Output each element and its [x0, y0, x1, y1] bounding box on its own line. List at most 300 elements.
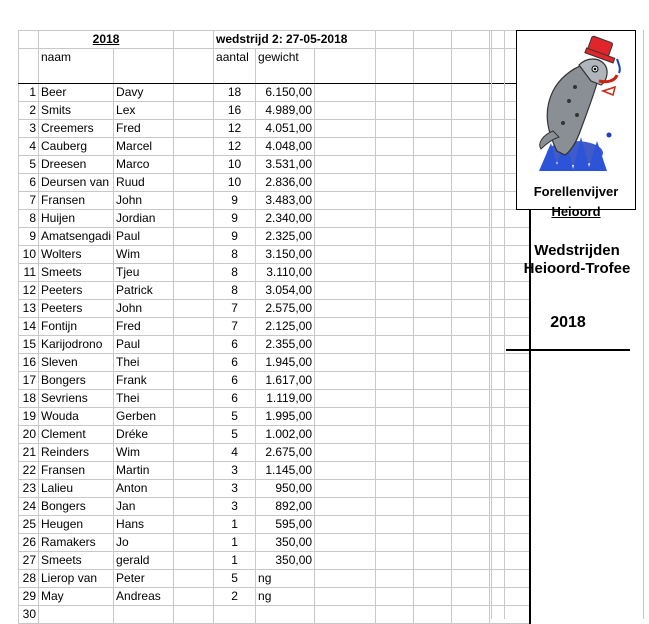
empty-cell[interactable]	[315, 480, 376, 498]
aantal-cell[interactable]: 8	[214, 264, 256, 282]
gewicht-cell[interactable]: 3.054,00	[256, 282, 315, 300]
aantal-cell[interactable]: 9	[214, 192, 256, 210]
aantal-cell[interactable]	[214, 606, 256, 624]
empty-cell[interactable]	[414, 246, 452, 264]
empty-cell[interactable]	[376, 156, 414, 174]
empty-cell[interactable]	[174, 156, 214, 174]
empty-cell[interactable]	[414, 372, 452, 390]
empty-cell[interactable]	[376, 570, 414, 588]
last-name-cell[interactable]: Wolters	[39, 246, 114, 264]
empty-cell[interactable]	[414, 588, 452, 606]
empty-cell[interactable]	[414, 462, 452, 480]
empty-cell[interactable]	[315, 138, 376, 156]
aantal-cell[interactable]: 4	[214, 444, 256, 462]
first-name-cell[interactable]: Gerben	[114, 408, 174, 426]
empty-cell[interactable]	[376, 228, 414, 246]
first-name-cell[interactable]: Thei	[114, 390, 174, 408]
empty-cell[interactable]	[174, 372, 214, 390]
empty-cell[interactable]	[452, 246, 490, 264]
last-name-cell[interactable]: Smeets	[39, 264, 114, 282]
first-name-cell[interactable]: Marco	[114, 156, 174, 174]
row-number[interactable]: 30	[19, 606, 39, 624]
empty-cell[interactable]	[174, 210, 214, 228]
empty-cell[interactable]	[315, 120, 376, 138]
empty-cell[interactable]	[452, 138, 490, 156]
empty-cell[interactable]	[414, 444, 452, 462]
row-number[interactable]: 21	[19, 444, 39, 462]
row-number[interactable]: 20	[19, 426, 39, 444]
empty-cell[interactable]	[174, 120, 214, 138]
gewicht-cell[interactable]: 3.150,00	[256, 246, 315, 264]
empty-cell[interactable]	[414, 318, 452, 336]
row-number[interactable]: 8	[19, 210, 39, 228]
empty-cell[interactable]	[376, 210, 414, 228]
empty-cell[interactable]	[452, 264, 490, 282]
empty-cell[interactable]	[414, 192, 452, 210]
gewicht-cell[interactable]: 950,00	[256, 480, 315, 498]
aantal-cell[interactable]: 16	[214, 102, 256, 120]
empty-cell[interactable]	[452, 318, 490, 336]
first-name-cell[interactable]: Thei	[114, 354, 174, 372]
empty-cell[interactable]	[452, 462, 490, 480]
empty-cell[interactable]	[414, 84, 452, 102]
empty-cell[interactable]	[452, 120, 490, 138]
aantal-cell[interactable]: 3	[214, 498, 256, 516]
first-name-cell[interactable]: Fred	[114, 120, 174, 138]
empty-cell[interactable]	[174, 516, 214, 534]
empty-cell[interactable]	[376, 444, 414, 462]
header-competition[interactable]: wedstrijd 2: 27-05-2018	[214, 31, 376, 49]
empty-cell[interactable]	[376, 282, 414, 300]
gewicht-cell[interactable]: 1.145,00	[256, 462, 315, 480]
gewicht-cell[interactable]: 350,00	[256, 534, 315, 552]
last-name-cell[interactable]: May	[39, 588, 114, 606]
empty-cell[interactable]	[414, 354, 452, 372]
gewicht-cell[interactable]: 2.675,00	[256, 444, 315, 462]
empty-cell[interactable]	[174, 192, 214, 210]
empty-cell[interactable]	[174, 354, 214, 372]
row-number[interactable]: 22	[19, 462, 39, 480]
gewicht-cell[interactable]: 1.617,00	[256, 372, 315, 390]
row-number[interactable]: 2	[19, 102, 39, 120]
row-number[interactable]: 9	[19, 228, 39, 246]
empty-cell[interactable]	[452, 300, 490, 318]
empty-cell[interactable]	[19, 31, 39, 49]
gewicht-cell[interactable]: 350,00	[256, 552, 315, 570]
aantal-cell[interactable]: 6	[214, 336, 256, 354]
empty-cell[interactable]	[414, 498, 452, 516]
empty-cell[interactable]	[376, 588, 414, 606]
empty-cell[interactable]	[315, 588, 376, 606]
empty-cell[interactable]	[376, 390, 414, 408]
gewicht-cell[interactable]: 1.995,00	[256, 408, 315, 426]
last-name-cell[interactable]: Lierop van	[39, 570, 114, 588]
aantal-cell[interactable]: 3	[214, 480, 256, 498]
row-number[interactable]: 29	[19, 588, 39, 606]
empty-cell[interactable]	[315, 192, 376, 210]
empty-cell[interactable]	[174, 102, 214, 120]
empty-cell[interactable]	[174, 246, 214, 264]
aantal-cell[interactable]: 6	[214, 390, 256, 408]
first-name-cell[interactable]: Hans	[114, 516, 174, 534]
empty-cell[interactable]	[414, 480, 452, 498]
empty-cell[interactable]	[315, 498, 376, 516]
empty-cell[interactable]	[315, 570, 376, 588]
gewicht-cell[interactable]: 1.945,00	[256, 354, 315, 372]
last-name-cell[interactable]: Lalieu	[39, 480, 114, 498]
header-year[interactable]: 2018	[39, 31, 174, 49]
empty-cell[interactable]	[414, 120, 452, 138]
first-name-cell[interactable]: Wim	[114, 444, 174, 462]
empty-cell[interactable]	[315, 390, 376, 408]
empty-cell[interactable]	[315, 282, 376, 300]
gewicht-cell[interactable]: 2.325,00	[256, 228, 315, 246]
aantal-cell[interactable]: 3	[214, 462, 256, 480]
empty-cell[interactable]	[452, 49, 490, 84]
empty-cell[interactable]	[452, 282, 490, 300]
empty-cell[interactable]	[414, 606, 452, 624]
first-name-cell[interactable]: Ruud	[114, 174, 174, 192]
first-name-cell[interactable]: Dréke	[114, 426, 174, 444]
aantal-cell[interactable]: 5	[214, 570, 256, 588]
row-number[interactable]: 18	[19, 390, 39, 408]
empty-cell[interactable]	[315, 606, 376, 624]
aantal-cell[interactable]: 5	[214, 426, 256, 444]
column-header-gewicht[interactable]: gewicht	[256, 49, 315, 84]
first-name-cell[interactable]: John	[114, 192, 174, 210]
empty-cell[interactable]	[452, 570, 490, 588]
gewicht-cell[interactable]: 2.355,00	[256, 336, 315, 354]
aantal-cell[interactable]: 1	[214, 516, 256, 534]
last-name-cell[interactable]: Reinders	[39, 444, 114, 462]
last-name-cell[interactable]: Bongers	[39, 498, 114, 516]
row-number[interactable]: 27	[19, 552, 39, 570]
aantal-cell[interactable]: 12	[214, 120, 256, 138]
gewicht-cell[interactable]: 892,00	[256, 498, 315, 516]
empty-cell[interactable]	[174, 300, 214, 318]
first-name-cell[interactable]	[114, 606, 174, 624]
row-number[interactable]: 11	[19, 264, 39, 282]
last-name-cell[interactable]: Dreesen	[39, 156, 114, 174]
empty-cell[interactable]	[452, 606, 490, 624]
empty-cell[interactable]	[376, 426, 414, 444]
empty-cell[interactable]	[452, 480, 490, 498]
row-number[interactable]: 25	[19, 516, 39, 534]
empty-cell[interactable]	[376, 102, 414, 120]
last-name-cell[interactable]: Bongers	[39, 372, 114, 390]
first-name-cell[interactable]: Jan	[114, 498, 174, 516]
first-name-cell[interactable]: Wim	[114, 246, 174, 264]
row-number[interactable]: 7	[19, 192, 39, 210]
empty-cell[interactable]	[376, 192, 414, 210]
gewicht-cell[interactable]: 3.531,00	[256, 156, 315, 174]
empty-cell[interactable]	[174, 408, 214, 426]
first-name-cell[interactable]: Tjeu	[114, 264, 174, 282]
empty-cell[interactable]	[315, 228, 376, 246]
empty-cell[interactable]	[414, 408, 452, 426]
last-name-cell[interactable]: Fransen	[39, 462, 114, 480]
empty-cell[interactable]	[376, 138, 414, 156]
gewicht-cell[interactable]: 2.836,00	[256, 174, 315, 192]
aantal-cell[interactable]: 1	[214, 534, 256, 552]
empty-cell[interactable]	[174, 588, 214, 606]
last-name-cell[interactable]: Smits	[39, 102, 114, 120]
last-name-cell[interactable]: Deursen van	[39, 174, 114, 192]
gewicht-cell[interactable]: 595,00	[256, 516, 315, 534]
empty-cell[interactable]	[114, 49, 174, 84]
row-number[interactable]: 5	[19, 156, 39, 174]
last-name-cell[interactable]: Clement	[39, 426, 114, 444]
empty-cell[interactable]	[174, 462, 214, 480]
empty-cell[interactable]	[452, 390, 490, 408]
empty-cell[interactable]	[174, 264, 214, 282]
aantal-cell[interactable]: 8	[214, 246, 256, 264]
empty-cell[interactable]	[376, 318, 414, 336]
first-name-cell[interactable]: Fred	[114, 318, 174, 336]
empty-cell[interactable]	[315, 264, 376, 282]
empty-cell[interactable]	[376, 120, 414, 138]
empty-cell[interactable]	[174, 282, 214, 300]
empty-cell[interactable]	[315, 408, 376, 426]
empty-cell[interactable]	[414, 426, 452, 444]
empty-cell[interactable]	[414, 31, 452, 49]
empty-cell[interactable]	[174, 606, 214, 624]
empty-cell[interactable]	[414, 102, 452, 120]
last-name-cell[interactable]: Peeters	[39, 300, 114, 318]
empty-cell[interactable]	[414, 516, 452, 534]
last-name-cell[interactable]: Fontijn	[39, 318, 114, 336]
empty-cell[interactable]	[376, 516, 414, 534]
first-name-cell[interactable]: Lex	[114, 102, 174, 120]
last-name-cell[interactable]: Sleven	[39, 354, 114, 372]
aantal-cell[interactable]: 7	[214, 318, 256, 336]
row-number[interactable]: 6	[19, 174, 39, 192]
empty-cell[interactable]	[376, 336, 414, 354]
gewicht-cell[interactable]: ng	[256, 588, 315, 606]
empty-cell[interactable]	[376, 534, 414, 552]
column-header-naam[interactable]: naam	[39, 49, 114, 84]
empty-cell[interactable]	[315, 552, 376, 570]
empty-cell[interactable]	[174, 318, 214, 336]
empty-cell[interactable]	[315, 210, 376, 228]
first-name-cell[interactable]: John	[114, 300, 174, 318]
row-number[interactable]: 17	[19, 372, 39, 390]
aantal-cell[interactable]: 6	[214, 354, 256, 372]
empty-cell[interactable]	[376, 49, 414, 84]
empty-cell[interactable]	[376, 408, 414, 426]
aantal-cell[interactable]: 12	[214, 138, 256, 156]
aantal-cell[interactable]: 10	[214, 174, 256, 192]
row-number[interactable]: 1	[19, 84, 39, 102]
empty-cell[interactable]	[376, 372, 414, 390]
empty-cell[interactable]	[452, 552, 490, 570]
last-name-cell[interactable]: Sevriens	[39, 390, 114, 408]
aantal-cell[interactable]: 6	[214, 372, 256, 390]
last-name-cell[interactable]	[39, 606, 114, 624]
gewicht-cell[interactable]: 3.483,00	[256, 192, 315, 210]
empty-cell[interactable]	[174, 480, 214, 498]
empty-cell[interactable]	[452, 174, 490, 192]
row-number[interactable]: 15	[19, 336, 39, 354]
empty-cell[interactable]	[452, 102, 490, 120]
empty-cell[interactable]	[174, 426, 214, 444]
row-number[interactable]: 16	[19, 354, 39, 372]
empty-cell[interactable]	[376, 31, 414, 49]
row-number[interactable]: 3	[19, 120, 39, 138]
gewicht-cell[interactable]: 2.340,00	[256, 210, 315, 228]
first-name-cell[interactable]: Paul	[114, 228, 174, 246]
row-number[interactable]: 23	[19, 480, 39, 498]
empty-cell[interactable]	[376, 498, 414, 516]
empty-cell[interactable]	[174, 444, 214, 462]
empty-cell[interactable]	[452, 31, 490, 49]
empty-cell[interactable]	[376, 354, 414, 372]
last-name-cell[interactable]: Amatsengadi	[39, 228, 114, 246]
aantal-cell[interactable]: 10	[214, 156, 256, 174]
last-name-cell[interactable]: Smeets	[39, 552, 114, 570]
empty-cell[interactable]	[315, 444, 376, 462]
gewicht-cell[interactable]	[256, 606, 315, 624]
aantal-cell[interactable]: 8	[214, 282, 256, 300]
gewicht-cell[interactable]: 4.051,00	[256, 120, 315, 138]
first-name-cell[interactable]: Andreas	[114, 588, 174, 606]
empty-cell[interactable]	[174, 498, 214, 516]
aantal-cell[interactable]: 7	[214, 300, 256, 318]
empty-cell[interactable]	[452, 84, 490, 102]
empty-cell[interactable]	[452, 426, 490, 444]
last-name-cell[interactable]: Heugen	[39, 516, 114, 534]
last-name-cell[interactable]: Huijen	[39, 210, 114, 228]
last-name-cell[interactable]: Ramakers	[39, 534, 114, 552]
aantal-cell[interactable]: 9	[214, 210, 256, 228]
empty-cell[interactable]	[452, 354, 490, 372]
empty-cell[interactable]	[376, 84, 414, 102]
row-number[interactable]: 4	[19, 138, 39, 156]
empty-cell[interactable]	[414, 174, 452, 192]
empty-cell[interactable]	[174, 390, 214, 408]
empty-cell[interactable]	[452, 588, 490, 606]
empty-cell[interactable]	[174, 138, 214, 156]
last-name-cell[interactable]: Creemers	[39, 120, 114, 138]
empty-cell[interactable]	[414, 156, 452, 174]
empty-cell[interactable]	[315, 174, 376, 192]
gewicht-cell[interactable]: 2.575,00	[256, 300, 315, 318]
empty-cell[interactable]	[315, 300, 376, 318]
last-name-cell[interactable]: Wouda	[39, 408, 114, 426]
empty-cell[interactable]	[414, 138, 452, 156]
last-name-cell[interactable]: Peeters	[39, 282, 114, 300]
empty-cell[interactable]	[174, 336, 214, 354]
empty-cell[interactable]	[414, 49, 452, 84]
empty-cell[interactable]	[174, 570, 214, 588]
last-name-cell[interactable]: Beer	[39, 84, 114, 102]
row-number[interactable]: 19	[19, 408, 39, 426]
empty-cell[interactable]	[174, 84, 214, 102]
empty-cell[interactable]	[376, 606, 414, 624]
empty-cell[interactable]	[452, 156, 490, 174]
row-number[interactable]: 26	[19, 534, 39, 552]
gewicht-cell[interactable]: 4.048,00	[256, 138, 315, 156]
aantal-cell[interactable]: 2	[214, 588, 256, 606]
empty-cell[interactable]	[452, 372, 490, 390]
empty-cell[interactable]	[452, 534, 490, 552]
first-name-cell[interactable]: Jordian	[114, 210, 174, 228]
empty-cell[interactable]	[376, 174, 414, 192]
row-number[interactable]: 12	[19, 282, 39, 300]
first-name-cell[interactable]: Jo	[114, 534, 174, 552]
gewicht-cell[interactable]: ng	[256, 570, 315, 588]
empty-cell[interactable]	[174, 228, 214, 246]
aantal-cell[interactable]: 18	[214, 84, 256, 102]
first-name-cell[interactable]: Martin	[114, 462, 174, 480]
empty-cell[interactable]	[452, 228, 490, 246]
empty-cell[interactable]	[174, 174, 214, 192]
first-name-cell[interactable]: Frank	[114, 372, 174, 390]
gewicht-cell[interactable]: 2.125,00	[256, 318, 315, 336]
row-number[interactable]: 14	[19, 318, 39, 336]
empty-cell[interactable]	[174, 49, 214, 84]
column-header-aantal[interactable]: aantal	[214, 49, 256, 84]
row-number[interactable]: 24	[19, 498, 39, 516]
first-name-cell[interactable]: Patrick	[114, 282, 174, 300]
aantal-cell[interactable]: 1	[214, 552, 256, 570]
empty-cell[interactable]	[414, 282, 452, 300]
row-number[interactable]: 13	[19, 300, 39, 318]
empty-cell[interactable]	[315, 102, 376, 120]
empty-cell[interactable]	[315, 354, 376, 372]
empty-cell[interactable]	[452, 336, 490, 354]
gewicht-cell[interactable]: 1.002,00	[256, 426, 315, 444]
row-number[interactable]: 28	[19, 570, 39, 588]
first-name-cell[interactable]: Marcel	[114, 138, 174, 156]
empty-cell[interactable]	[315, 318, 376, 336]
first-name-cell[interactable]: Davy	[114, 84, 174, 102]
empty-cell[interactable]	[174, 552, 214, 570]
empty-cell[interactable]	[414, 534, 452, 552]
empty-cell[interactable]	[452, 516, 490, 534]
empty-cell[interactable]	[452, 444, 490, 462]
last-name-cell[interactable]: Cauberg	[39, 138, 114, 156]
gewicht-cell[interactable]: 4.989,00	[256, 102, 315, 120]
gewicht-cell[interactable]: 1.119,00	[256, 390, 315, 408]
empty-cell[interactable]	[414, 552, 452, 570]
empty-cell[interactable]	[452, 408, 490, 426]
row-number[interactable]: 10	[19, 246, 39, 264]
last-name-cell[interactable]: Karijodrono	[39, 336, 114, 354]
empty-cell[interactable]	[376, 552, 414, 570]
empty-cell[interactable]	[414, 570, 452, 588]
empty-cell[interactable]	[315, 516, 376, 534]
empty-cell[interactable]	[174, 534, 214, 552]
first-name-cell[interactable]: Paul	[114, 336, 174, 354]
first-name-cell[interactable]: Anton	[114, 480, 174, 498]
empty-cell[interactable]	[414, 390, 452, 408]
empty-cell[interactable]	[414, 264, 452, 282]
empty-cell[interactable]	[376, 480, 414, 498]
empty-cell[interactable]	[315, 49, 376, 84]
empty-cell[interactable]	[315, 246, 376, 264]
first-name-cell[interactable]: Peter	[114, 570, 174, 588]
aantal-cell[interactable]: 9	[214, 228, 256, 246]
first-name-cell[interactable]: gerald	[114, 552, 174, 570]
empty-cell[interactable]	[376, 300, 414, 318]
last-name-cell[interactable]: Fransen	[39, 192, 114, 210]
empty-cell[interactable]	[174, 31, 214, 49]
empty-cell[interactable]	[414, 228, 452, 246]
empty-cell[interactable]	[452, 210, 490, 228]
empty-cell[interactable]	[414, 336, 452, 354]
empty-cell[interactable]	[19, 49, 39, 84]
